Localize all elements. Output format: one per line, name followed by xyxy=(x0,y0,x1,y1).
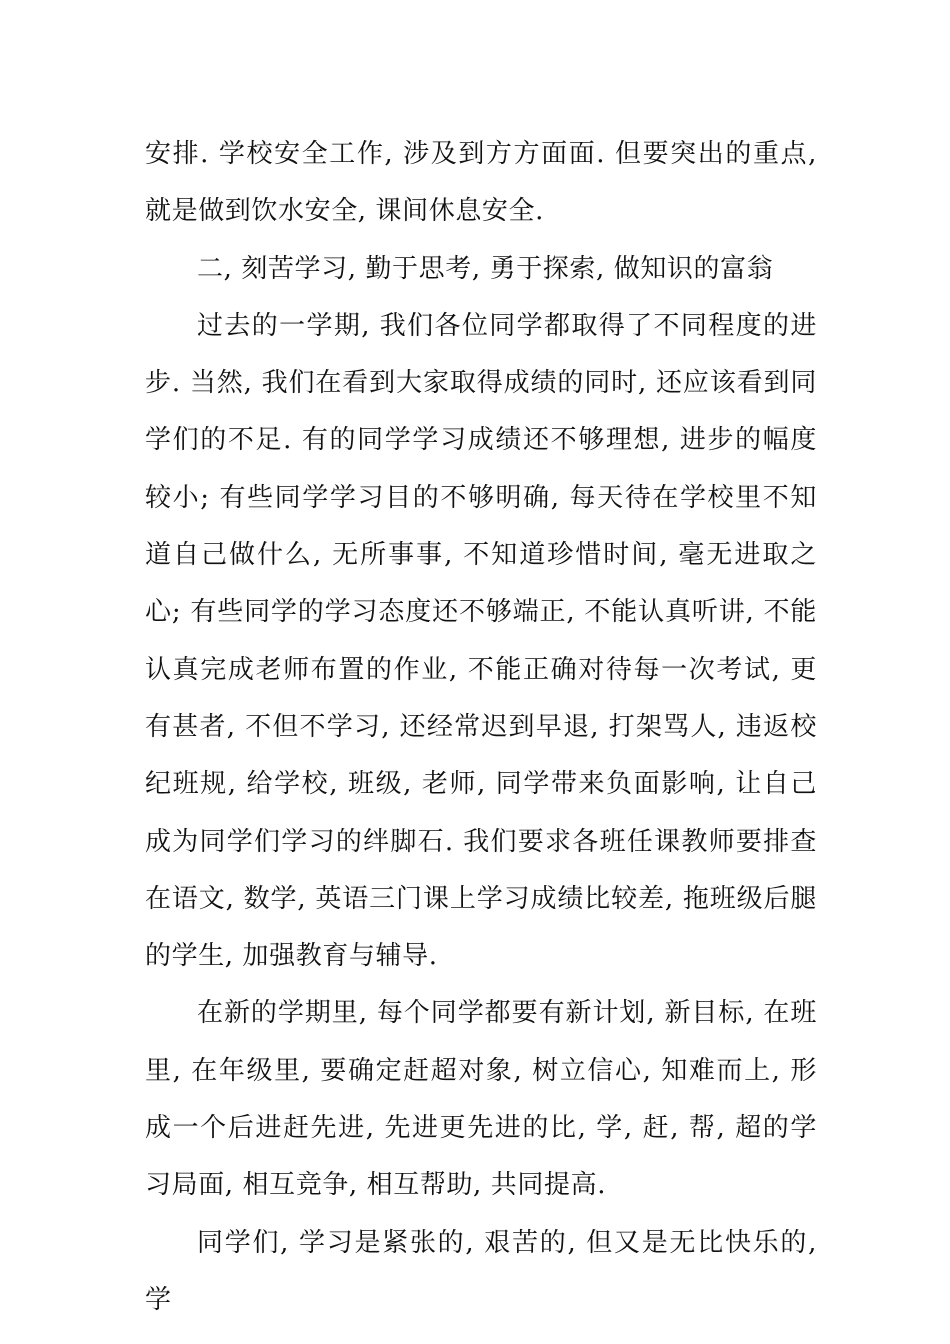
section-heading-study: 二, 刻苦学习, 勤于思考, 勇于探索, 做知识的富翁 xyxy=(197,253,774,284)
paragraph-safety-continuation: 安排. 学校安全工作, 涉及到方方面面. 但要突出的重点, 就是做到饮水安全, 课间休息安全. xyxy=(145,139,817,227)
paragraph-last-semester: 过去的一学期, 我们各位同学都取得了不同程度的进步. 当然, 我们在看到大家取得成绩的同时, 还应该看到同学们的不足. 有的同学学习成绩还不够理想, 进步的幅度较小; 有些同学学习目的不够明确, 每天待在学校里不知道自己做什么, 无所事事, 不知道珍惜时间, 毫无进取之心; 有些同学的学习态度还不够端正, 不能认真听讲, 不能认真完成老师布置的作业, 不能正确对待每一次考试, 更有甚者, 不但不学习, 还经常迟到早退, 打架骂人, 违返校纪班规, 给学校, 班级, 老师, 同学带来负面影响, 让自己成为同学们学习的绊脚石. 我们要求各班任课教师要排查在语文, 数学, 英语三门课上学习成绩比较差, 拖班级后腿的学生, 加强教育与辅导. xyxy=(145,310,817,972)
paragraph-new-semester: 在新的学期里, 每个同学都要有新计划, 新目标, 在班里, 在年级里, 要确定赶超对象, 树立信心, 知难而上, 形成一个后进赶先进, 先进更先进的比, 学, 赶, 帮, 超的学习局面, 相互竞争, 相互帮助, 共同提高. xyxy=(145,998,817,1201)
document-body xyxy=(145,126,817,1329)
paragraph-closing: 同学们, 学习是紧张的, 艰苦的, 但又是无比快乐的, 学 xyxy=(145,1227,817,1315)
